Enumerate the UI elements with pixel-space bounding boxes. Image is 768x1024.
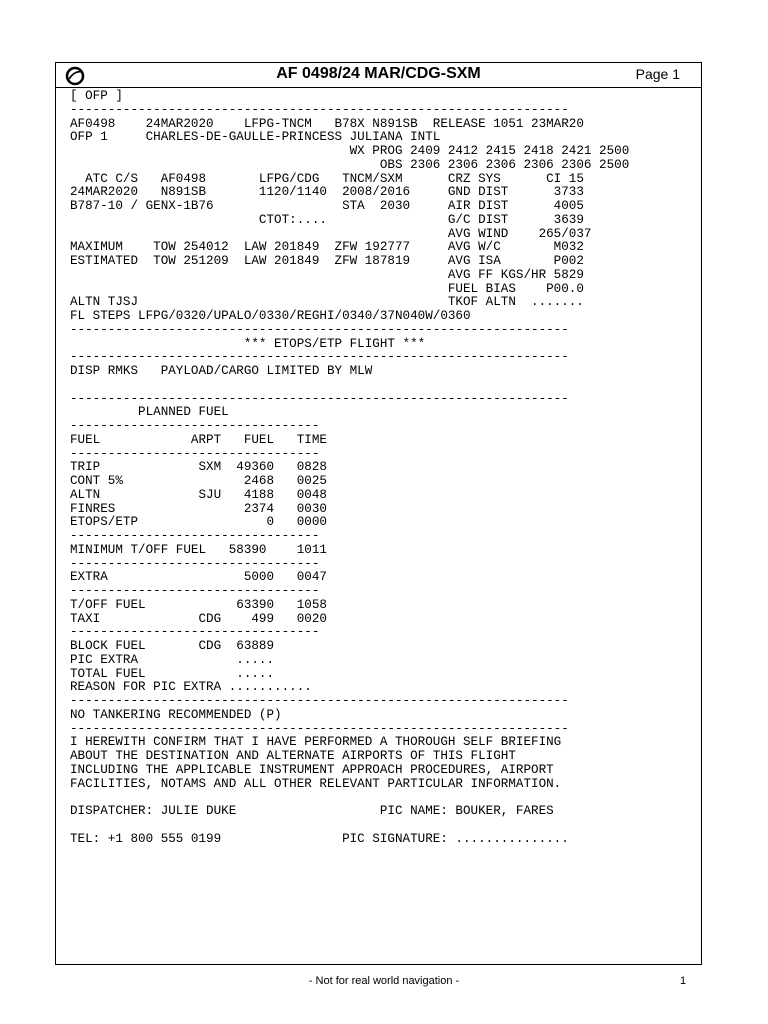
ofp-line: --------------------------------- bbox=[70, 446, 320, 461]
ofp-line: ------------------------------------------------------------------ bbox=[70, 322, 569, 337]
ofp-body bbox=[70, 90, 698, 846]
ofp-line: FUEL BIAS P00.0 bbox=[70, 281, 584, 296]
ofp-line: TRIP SXM 49360 0828 bbox=[70, 460, 327, 475]
page-number: 1 bbox=[680, 975, 687, 987]
ofp-line: I HEREWITH CONFIRM THAT I HAVE PERFORMED A THOROUGH SELF BRIEFING bbox=[70, 735, 562, 750]
document-title: AF 0498/24 MAR/CDG-SXM bbox=[276, 65, 481, 82]
ofp-line: BLOCK FUEL CDG 63889 bbox=[70, 639, 275, 653]
ofp-line: MINIMUM T/OFF FUEL 58390 1011 bbox=[70, 542, 327, 557]
ofp-line: REASON FOR PIC EXTRA ........... bbox=[70, 680, 312, 695]
ofp-line: TOTAL FUEL ..... bbox=[70, 666, 275, 681]
footer-disclaimer: - Not for real world navigation - bbox=[308, 975, 460, 987]
ofp-line: ETOPS/ETP 0 0000 bbox=[70, 515, 327, 530]
ofp-line bbox=[70, 819, 698, 833]
ofp-line: --------------------------------- bbox=[70, 419, 320, 433]
ofp-line: B787-10 / GENX-1B76 STA 2030 AIR DIST 4005 bbox=[70, 199, 584, 213]
ofp-line: --------------------------------- bbox=[70, 584, 320, 598]
ofp-line: --------------------------------- bbox=[70, 529, 320, 543]
ofp-line: ------------------------------------------------------------------ bbox=[70, 391, 569, 406]
page-label: Page 1 bbox=[635, 66, 680, 82]
document-header bbox=[56, 63, 701, 88]
ofp-line: ABOUT THE DESTINATION AND ALTERNATE AIRPORTS OF THIS FLIGHT bbox=[70, 749, 516, 763]
ofp-line: *** ETOPS/ETP FLIGHT *** bbox=[70, 336, 426, 351]
ofp-line: INCLUDING THE APPLICABLE INSTRUMENT APPROACH PROCEDURES, AIRPORT bbox=[70, 762, 554, 777]
ofp-line: ATC C/S AF0498 LFPG/CDG TNCM/SXM CRZ SYS CI 15 bbox=[70, 171, 584, 186]
ofp-line: --------------------------------- bbox=[70, 556, 320, 571]
ofp-line: AVG FF KGS/HR 5829 bbox=[70, 267, 584, 282]
ofp-line: ------------------------------------------------------------------ bbox=[70, 350, 569, 365]
ofp-document-frame bbox=[55, 62, 702, 965]
ofp-line: FL STEPS LFPG/0320/UPALO/0330/REGHI/0340/37N040W/0360 bbox=[70, 309, 471, 323]
ofp-line: ------------------------------------------------------------------ bbox=[70, 102, 569, 117]
ofp-line: ------------------------------------------------------------------ bbox=[70, 721, 569, 736]
ofp-line: CONT 5% 2468 0025 bbox=[70, 474, 327, 488]
ofp-line: ALTN TJSJ TKOF ALTN ....... bbox=[70, 295, 584, 310]
ofp-line bbox=[70, 791, 698, 805]
ofp-line: TEL: +1 800 555 0199 PIC SIGNATURE: ............... bbox=[70, 831, 569, 846]
ofp-line: ALTN SJU 4188 0048 bbox=[70, 487, 327, 502]
ofp-line: OBS 2306 2306 2306 2306 2306 2500 bbox=[70, 157, 630, 172]
ofp-line: TAXI CDG 499 0020 bbox=[70, 611, 327, 626]
ofp-line: CTOT:.... G/C DIST 3639 bbox=[70, 212, 584, 227]
ofp-line: ------------------------------------------------------------------ bbox=[70, 694, 569, 708]
ofp-line: ESTIMATED TOW 251209 LAW 201849 ZFW 187819 AVG ISA P002 bbox=[70, 254, 584, 268]
ofp-line: FINRES 2374 0030 bbox=[70, 501, 327, 516]
ofp-line: FUEL ARPT FUEL TIME bbox=[70, 432, 327, 447]
ofp-line: AF0498 24MAR2020 LFPG-TNCM B78X N891SB RELEASE 1051 23MAR20 bbox=[70, 116, 584, 131]
ofp-line: WX PROG 2409 2412 2415 2418 2421 2500 bbox=[70, 144, 630, 158]
ofp-line: MAXIMUM TOW 254012 LAW 201849 ZFW 192777 AVG W/C M032 bbox=[70, 240, 584, 255]
ofp-line bbox=[70, 379, 698, 393]
ofp-line: FACILITIES, NOTAMS AND ALL OTHER RELEVANT PARTICULAR INFORMATION. bbox=[70, 776, 562, 791]
ofp-line: AVG WIND 265/037 bbox=[70, 226, 592, 241]
ofp-line: T/OFF FUEL 63390 1058 bbox=[70, 597, 327, 612]
ofp-line: DISP RMKS PAYLOAD/CARGO LIMITED BY MLW bbox=[70, 364, 373, 378]
ofp-line: PLANNED FUEL bbox=[70, 405, 229, 420]
ofp-line: --------------------------------- bbox=[70, 625, 320, 640]
ofp-line: 24MAR2020 N891SB 1120/1140 2008/2016 GND DIST 3733 bbox=[70, 185, 584, 200]
ofp-line: NO TANKERING RECOMMENDED (P) bbox=[70, 707, 282, 722]
ofp-line: PIC EXTRA ..... bbox=[70, 652, 275, 667]
ofp-line: [ OFP ] bbox=[70, 89, 123, 103]
ofp-line: DISPATCHER: JULIE DUKE PIC NAME: BOUKER, FARES bbox=[70, 804, 554, 818]
ofp-line: OFP 1 CHARLES-DE-GAULLE-PRINCESS JULIANA INTL bbox=[70, 130, 441, 145]
ofp-line: EXTRA 5000 0047 bbox=[70, 570, 327, 585]
